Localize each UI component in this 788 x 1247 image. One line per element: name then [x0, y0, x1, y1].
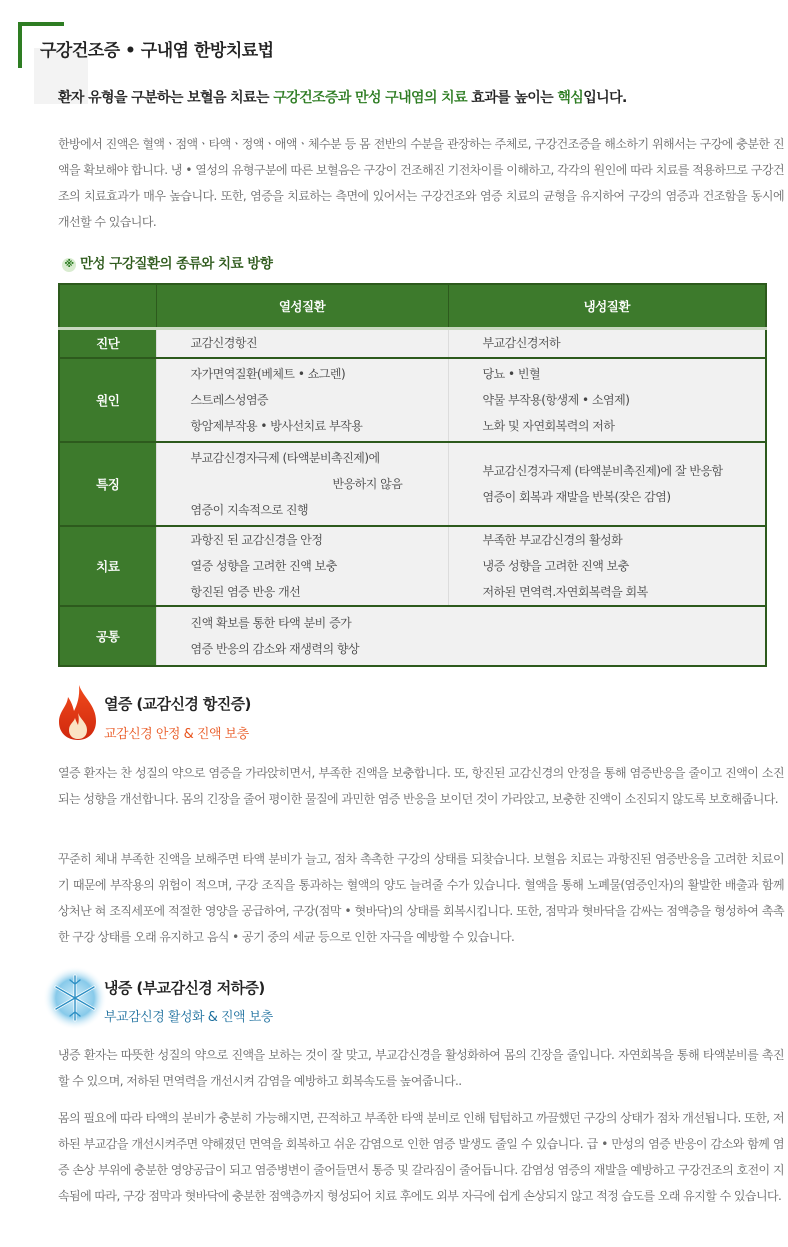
row-label-treatment: 치료 [59, 526, 156, 606]
heat-section-title: 열증 (교감신경 항진증) [104, 695, 251, 713]
cell-feature-cold [448, 442, 766, 526]
table-row-treatment [59, 526, 766, 606]
cell-line: 당뇨 • 빈혈 [482, 367, 541, 381]
cold-paragraph-1: 냉증 환자는 따뜻한 성질의 약으로 진액을 보하는 것이 잘 맞고, 부교감신경을 활성화하여 몸의 긴장을 줄입니다. 자연회복을 통해 타액분비를 촉진할 수 있으며, 저하된 면역력을 개선시켜 감염을 예방하고 회복속도를 높여줍니다.. [58, 1048, 784, 1088]
cell-line: 반응하지 않음 [332, 477, 403, 491]
cell-common [156, 606, 766, 666]
cell-line: 항진된 염증 반응 개선 [190, 585, 301, 599]
cell-feature-hot [156, 442, 448, 526]
cell-line: 진액 확보를 통한 타액 분비 증가 [190, 616, 352, 630]
cell-line: 부교감신경자극제 (타액분비촉진제)에 잘 반응함 [482, 464, 723, 478]
table-row-diagnosis [59, 328, 766, 358]
cell-line: 부교감신경저하 [482, 336, 561, 351]
cell-line: 염증이 회복과 재발을 반복(잦은 감염) [482, 490, 671, 504]
table-row-common [59, 606, 766, 666]
disease-comparison-table [58, 283, 767, 667]
heat-paragraph-1: 열증 환자는 찬 성질의 약으로 염증을 가라앉히면서, 부족한 진액을 보충합니다. 또, 항진된 교감신경의 안정을 통해 염증반응을 줄이고 진액이 소진되는 성향을 개선합니다. 몸의 긴장을 줄어 평이한 물질에 과민한 염증 반응을 보이던 것이 가라앉고, 보충한 진액이 소진되지 않도록 보호해줍니다. [58, 766, 784, 806]
cell-line: 과항진 된 교감신경을 안정 [190, 533, 323, 547]
table-title-text: 만성 구강질환의 종류와 치료 방향 [80, 256, 273, 272]
cold-section-subtitle: 부교감신경 활성화 & 진액 보충 [104, 1010, 273, 1025]
cell-line: 부교감신경자극제 (타액분비촉진제)에 [190, 451, 380, 465]
heat-paragraph-2: 꾸준히 체내 부족한 진액을 보해주면 타액 분비가 늘고, 점차 촉촉한 구강의 상태를 되찾습니다. 보혈음 치료는 과항진된 염증반응을 고려한 치료이기 때문에 부작용의 위험이 적으며, 구강 조직을 통과하는 혈액의 양도 늘려줄 수가 있습니다. 혈액을 통해 노폐물(염증인자)의 활발한 배출과 함께 상처난 혀 조직세포에 적절한 영양을 공급하여, 구강(점막 • 혓바닥)의 상태를 회복시킵니다. 또한, 점막과 혓바닥을 감싸는 점액층을 형성하여 촉촉한 구강 상태를 오래 유지하고 음식 • 공기 중의 세균 등으로 인한 자극을 예방할 수 있습니다. [58, 852, 784, 944]
cell-line: 열증 성향을 고려한 진액 보충 [190, 559, 337, 573]
table-corner [59, 284, 156, 328]
snowflake-icon [42, 962, 108, 1034]
header-hot: 열성질환 [156, 284, 448, 328]
table-row-cause [59, 358, 766, 442]
cold-section-title: 냉증 (부교감신경 저하증) [104, 979, 265, 997]
headline-part2: 효과를 높이는 [467, 90, 558, 106]
page-title: 구강건조증 • 구내염 한방치료법 [40, 41, 274, 61]
cell-line: 교감신경항진 [190, 336, 258, 351]
cell-line: 스트레스성염증 [190, 393, 269, 407]
cell-line: 저하된 면역력.자연회복력을 회복 [482, 585, 648, 599]
cell-diagnosis-hot [156, 328, 448, 358]
cell-diagnosis-cold [448, 328, 766, 358]
flame-icon [56, 683, 100, 741]
cell-line: 부족한 부교감신경의 활성화 [482, 533, 623, 547]
cell-cause-hot [156, 358, 448, 442]
headline-highlight1: 구강건조증과 만성 구내염의 치료 [273, 90, 467, 106]
note-mark-icon: ※ [62, 258, 76, 272]
cell-treatment-hot [156, 526, 448, 606]
table-title [62, 252, 272, 272]
cell-line: 약물 부작용(항생제 • 소염제) [482, 393, 630, 407]
heat-section-subtitle: 교감신경 안정 & 진액 보충 [104, 727, 249, 742]
cell-line: 염증이 지속적으로 진행 [190, 503, 309, 517]
headline-highlight2: 핵심 [557, 90, 584, 106]
intro-paragraph: 한방에서 진액은 혈액ㆍ점액ㆍ타액ㆍ정액ㆍ애액ㆍ체수분 등 몸 전반의 수분을 관장하는 주체로, 구강건조증을 해소하기 위해서는 구강에 충분한 진액을 확보해야 합니다. 냉 • 열성의 유형구분에 따른 보혈음은 구강이 건조해진 기전차이를 이해하고, 각각의 원인에 따라 치료를 적용하므로 구강건조의 치료효과가 매우 높습니다. 또한, 염증을 치료하는 측면에 있어서는 구강건조와 염증 치료의 균형을 유지하여 구강의 염증과 건조함을 동시에 개선할 수 있습니다. [58, 137, 784, 229]
row-label-cause: 원인 [59, 358, 156, 442]
row-label-diagnosis: 진단 [59, 328, 156, 358]
cell-line: 냉증 성향을 고려한 진액 보충 [482, 559, 629, 573]
cell-cause-cold [448, 358, 766, 442]
table-header-row [59, 284, 766, 328]
cell-line: 자가면역질환(베체트 • 쇼그렌) [190, 367, 346, 381]
row-label-feature: 특징 [59, 442, 156, 526]
cell-line: 항암제부작용 • 방사선치료 부작용 [190, 419, 363, 433]
header-cold: 냉성질환 [448, 284, 766, 328]
table-row-feature [59, 442, 766, 526]
headline-part1: 환자 유형을 구분하는 보혈음 치료는 [58, 90, 274, 106]
cell-line: 노화 및 자연회복력의 저하 [482, 419, 615, 433]
headline-part3: 입니다. [583, 90, 627, 106]
row-label-common: 공통 [59, 606, 156, 666]
cell-line: 염증 반응의 감소와 재생력의 향상 [190, 642, 360, 656]
headline [58, 87, 627, 107]
cell-treatment-cold [448, 526, 766, 606]
cold-paragraph-2: 몸의 필요에 따라 타액의 분비가 충분히 가능해지면, 끈적하고 부족한 타액 분비로 인해 텁텁하고 까끌했던 구강의 상태가 점차 개선됩니다. 또한, 저하된 부교감을 개선시켜주면 약해졌던 면역을 회복하고 쉬운 감염으로 인한 염증 발생도 줄일 수 있습니다. 급 • 만성의 염증 반응이 감소와 함께 염증 손상 부위에 충분한 영양공급이 되고 염증병변이 줄어들면서 통증 및 갈라짐이 줄어듭니다. 감염성 염증의 재발을 예방하고 구강건조의 호전이 지속됨에 따라, 구강 점막과 혓바닥에 충분한 점액층까지 형성되어 치료 후에도 외부 자극에 쉽게 손상되지 않고 적정 습도를 오래 유지할 수 있습니다. [58, 1111, 784, 1203]
